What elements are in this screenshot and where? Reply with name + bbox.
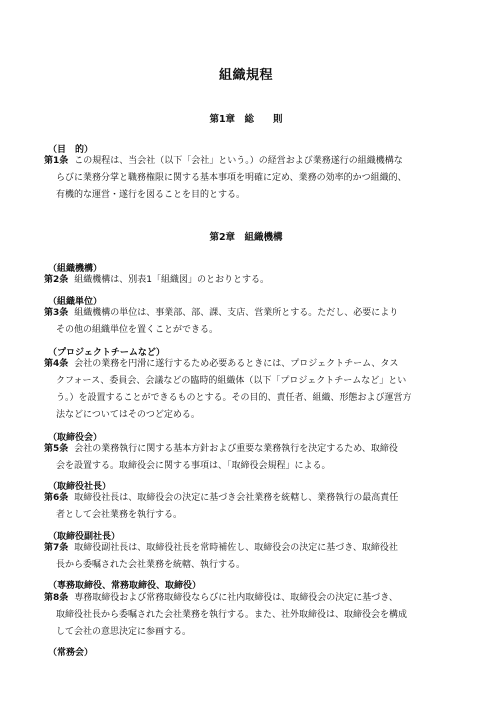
article-text: この規程は、当会社（以下「会社」という。）の経営および業務遂行の組織機構な <box>74 156 403 166</box>
article-line: 会を設置する。取締役会に関する事項は、「取締役会規程」による。 <box>56 461 331 471</box>
article-number: 第4条 <box>44 359 69 369</box>
chapter-2-heading: 第2章 組織機構 <box>209 232 283 243</box>
article-line: 長から委嘱された会社業務を統轄、執行する。 <box>56 560 246 570</box>
article-line: 取締役社長から委嘱された会社業務を執行する。また、社外取締役は、取締役会を構成 <box>56 610 408 620</box>
article-line: 者として会社業務を執行する。 <box>56 510 183 520</box>
article-number: 第5条 <box>44 444 69 454</box>
article-text: 専務取締役および常務取締役ならびに社内取締役は、取締役会の決定に基づき、 <box>74 593 398 603</box>
article-line <box>44 356 448 373</box>
section-heading-president: （取締役社長） <box>48 482 112 492</box>
article-5 <box>44 441 448 475</box>
article-number: 第1条 <box>44 156 69 166</box>
article-line: らびに業務分掌と職務権限に関する基本事項を明確に定め、業務の効率的かつ組織的、 <box>56 173 407 183</box>
section-heading-units: （組織単位） <box>48 297 103 307</box>
article-2 <box>44 272 448 289</box>
section-heading-executive-committee: （常務会） <box>48 648 94 658</box>
article-7 <box>44 540 448 574</box>
article-text: 組織機構は、別表1「組織図」のとおりとする。 <box>74 275 269 285</box>
article-text: 会社の業務執行に関する基本方針および重要な業務執行を決定するため、取締役 <box>74 444 398 454</box>
article-text: 組織機構の単位は、事業部、部、課、支店、営業所とする。ただし、必要により <box>74 308 399 318</box>
article-8 <box>44 590 448 641</box>
article-text: 取締役社長は、取締役会の決定に基づき会社業務を統轄し、業務執行の最高責任 <box>74 493 399 503</box>
article-line <box>44 272 448 289</box>
section-heading-organization: （組織機構） <box>48 264 103 274</box>
article-number: 第6条 <box>44 493 69 503</box>
section-heading-board: （取締役会） <box>48 433 103 443</box>
article-number: 第8条 <box>44 593 69 603</box>
article-line: 法などについてはそのつど定める。 <box>56 410 200 420</box>
article-line: して会社の意思決定に参画する。 <box>56 627 192 637</box>
article-3 <box>44 305 448 339</box>
article-line <box>44 490 448 507</box>
section-heading-project-team: （プロジェクトチームなど） <box>48 348 165 358</box>
article-number: 第3条 <box>44 308 69 318</box>
article-line <box>44 590 448 607</box>
article-line: 有機的な運営・遂行を図ることを目的とする。 <box>56 190 246 200</box>
article-line: クフォース、委員会、会議などの臨時的組織体（以下「プロジェクトチームなど」とい <box>56 376 407 386</box>
chapter-1-heading: 第1章 総 則 <box>209 114 283 125</box>
article-number: 第2条 <box>44 275 69 285</box>
document-title: 組織規程 <box>218 68 273 83</box>
article-4 <box>44 356 448 424</box>
section-heading-purpose: （目 的） <box>48 145 94 155</box>
article-line <box>44 540 448 557</box>
section-heading-vice-president: （取締役副社長） <box>48 532 121 542</box>
section-heading-directors: （専務取締役、常務取締役、取締役） <box>48 581 202 591</box>
article-number: 第7条 <box>44 543 69 553</box>
article-1 <box>44 153 448 204</box>
article-text: 会社の業務を円滑に遂行するため必要あるときには、プロジェクトチーム、タス <box>74 359 399 369</box>
article-line <box>44 153 448 170</box>
article-line: その他の組織単位を置くことができる。 <box>56 325 219 335</box>
article-6 <box>44 490 448 524</box>
article-line: う。）を設置することができるものとする。その目的、責任者、組織、形態および運営方 <box>56 393 412 403</box>
article-line <box>44 305 448 322</box>
article-text: 取締役副社長は、取締役社長を常時補佐し、取締役会の決定に基づき、取締役社 <box>74 543 398 553</box>
article-line <box>44 441 448 458</box>
